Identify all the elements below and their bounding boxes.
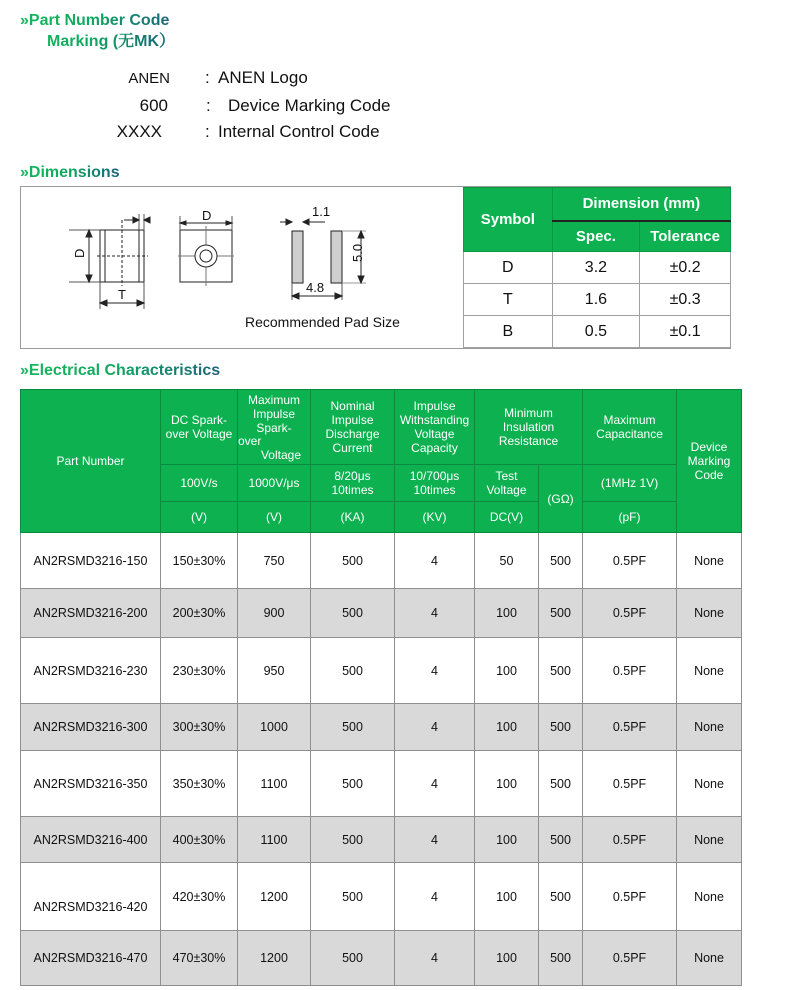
symbol-cell: D — [464, 252, 553, 284]
marking-code: ANEN — [128, 70, 170, 87]
top-view-drawing — [178, 216, 234, 286]
test-voltage-cell: 100 — [475, 931, 539, 986]
withstand-condition: 10/700μs 10times — [395, 465, 475, 502]
withstand-cell: 4 — [395, 589, 475, 638]
capacitance-header: Maximum Capacitance — [583, 390, 677, 465]
nominal-discharge-header: Nominal Impulse Discharge Current — [311, 390, 395, 465]
spec-cell: 0.5 — [552, 316, 640, 348]
dc-cell: 200±30% — [161, 589, 238, 638]
part-number-header: Part Number — [21, 390, 161, 533]
nominal-cell: 500 — [311, 638, 395, 704]
capacitance-cell: 0.5PF — [583, 863, 677, 931]
test-voltage-cell: 50 — [475, 533, 539, 589]
capacitance-cell: 0.5PF — [583, 704, 677, 751]
dc-cell: 230±30% — [161, 638, 238, 704]
table-row — [21, 751, 742, 817]
impulse-cell: 1200 — [238, 931, 311, 986]
withstand-cell: 4 — [395, 704, 475, 751]
withstand-cell: 4 — [395, 638, 475, 704]
test-voltage-cell: 100 — [475, 638, 539, 704]
impulse-unit: (V) — [238, 502, 311, 533]
dc-cell: 150±30% — [161, 533, 238, 589]
marking-cell: None — [677, 589, 742, 638]
test-voltage-cell: 100 — [475, 751, 539, 817]
nominal-cell: 500 — [311, 589, 395, 638]
nominal-condition: 8/20μs 10times — [311, 465, 395, 502]
side-view-drawing — [69, 214, 150, 309]
pad-height-label: 5.0 — [350, 243, 365, 262]
resistance-cell: 500 — [539, 589, 583, 638]
part-number-heading — [20, 10, 175, 52]
test-voltage-cell: 100 — [475, 589, 539, 638]
impulse-cell: 950 — [238, 638, 311, 704]
symbol-header: Symbol — [464, 188, 553, 252]
spec-cell: 3.2 — [552, 252, 640, 284]
resistance-cell: 500 — [539, 704, 583, 751]
dc-unit: (V) — [161, 502, 238, 533]
t-label: T — [118, 287, 126, 302]
nominal-cell: 500 — [311, 704, 395, 751]
withstand-cell: 4 — [395, 931, 475, 986]
marking-cell: None — [677, 638, 742, 704]
marking-separator: : — [205, 122, 210, 141]
impulse-cell: 1100 — [238, 751, 311, 817]
table-row — [21, 638, 742, 704]
part-cell: AN2RSMD3216-400 — [21, 817, 161, 863]
resistance-cell: 500 — [539, 863, 583, 931]
table-row — [21, 589, 742, 638]
resistance-unit: (GΩ) — [539, 465, 583, 533]
dc-cell: 350±30% — [161, 751, 238, 817]
test-voltage-unit: DC(V) — [475, 502, 539, 533]
dc-cell: 400±30% — [161, 817, 238, 863]
dimension-row — [464, 252, 731, 284]
capacitance-cell: 0.5PF — [583, 931, 677, 986]
nominal-cell: 500 — [311, 533, 395, 589]
dc-spark-header: DC Spark-over Voltage — [161, 390, 238, 465]
part-cell: AN2RSMD3216-470 — [21, 931, 161, 986]
tolerance-cell: ±0.2 — [640, 252, 731, 284]
dc-cell: 300±30% — [161, 704, 238, 751]
table-row — [21, 863, 742, 931]
nominal-cell: 500 — [311, 863, 395, 931]
capacitance-condition: (1MHz 1V) — [583, 465, 677, 502]
marking-separator: : — [206, 96, 211, 115]
tolerance-cell: ±0.1 — [640, 316, 731, 348]
part-cell: AN2RSMD3216-230 — [21, 638, 161, 704]
test-voltage-header: Test Voltage — [475, 465, 539, 502]
impulse-cell: 1100 — [238, 817, 311, 863]
part-cell: AN2RSMD3216-300 — [21, 704, 161, 751]
electrical-heading: »Electrical Characteristics — [20, 362, 228, 380]
nominal-cell: 500 — [311, 817, 395, 863]
test-voltage-cell: 100 — [475, 704, 539, 751]
marking-cell: None — [677, 817, 742, 863]
withstand-cell: 4 — [395, 533, 475, 589]
nominal-cell: 500 — [311, 751, 395, 817]
marking-separator: : — [205, 68, 210, 87]
table-row — [21, 704, 742, 751]
tolerance-header: Tolerance — [640, 221, 731, 252]
tolerance-cell: ±0.3 — [640, 284, 731, 316]
table-row — [21, 931, 742, 986]
max-impulse-line2: over — [238, 433, 262, 448]
part-number-heading-line2: Marking (无MK） — [47, 33, 176, 50]
part-cell: AN2RSMD3216-150 — [21, 533, 161, 589]
capacitance-cell: 0.5PF — [583, 638, 677, 704]
marking-cell: None — [677, 533, 742, 589]
nominal-unit: (KA) — [311, 502, 395, 533]
capacitance-cell: 0.5PF — [583, 533, 677, 589]
part-number-heading-line1: »Part Number Code — [20, 12, 170, 29]
dimension-row — [464, 284, 731, 316]
marking-cell: None — [677, 863, 742, 931]
insulation-header: Minimum Insulation Resistance — [475, 390, 583, 465]
resistance-cell: 500 — [539, 751, 583, 817]
table-row — [21, 533, 742, 589]
impulse-cell: 1000 — [238, 704, 311, 751]
d-side-label: D — [72, 248, 87, 258]
withstand-cell: 4 — [395, 751, 475, 817]
marking-code-header: Device Marking Code — [677, 390, 742, 533]
symbol-cell: T — [464, 284, 553, 316]
capacitance-cell: 0.5PF — [583, 589, 677, 638]
dimension-row — [464, 316, 731, 348]
resistance-cell: 500 — [539, 638, 583, 704]
dimension-table — [463, 187, 731, 348]
marking-cell: None — [677, 751, 742, 817]
dimension-group-header: Dimension (mm) — [552, 188, 730, 221]
pad-width-label: 4.8 — [306, 280, 325, 295]
spec-cell: 1.6 — [552, 284, 640, 316]
d-top-label: D — [202, 208, 212, 223]
marking-code: 600 — [139, 96, 168, 115]
max-impulse-header — [238, 390, 311, 465]
spec-header: Spec. — [552, 221, 640, 252]
nominal-cell: 500 — [311, 931, 395, 986]
withstanding-header: Impulse Withstanding Voltage Capacity — [395, 390, 475, 465]
max-impulse-line3: Voltage — [260, 447, 302, 462]
capacitance-unit: (pF) — [583, 502, 677, 533]
marking-description: Internal Control Code — [218, 122, 380, 141]
test-voltage-cell: 100 — [475, 863, 539, 931]
impulse-cell: 900 — [238, 589, 311, 638]
dc-cell: 420±30% — [161, 863, 238, 931]
marking-description: ANEN Logo — [218, 68, 308, 87]
impulse-condition: 1000V/μs — [238, 465, 311, 502]
withstand-cell: 4 — [395, 817, 475, 863]
impulse-cell: 750 — [238, 533, 311, 589]
withstand-cell: 4 — [395, 863, 475, 931]
withstand-unit: (KV) — [395, 502, 475, 533]
impulse-cell: 1200 — [238, 863, 311, 931]
resistance-cell: 500 — [539, 931, 583, 986]
capacitance-cell: 0.5PF — [583, 751, 677, 817]
table-row — [21, 817, 742, 863]
pad-gap-label: 1.1 — [312, 204, 331, 219]
marking-code: XXXX — [116, 122, 162, 141]
symbol-cell: B — [464, 316, 553, 348]
capacitance-cell: 0.5PF — [583, 817, 677, 863]
part-cell: AN2RSMD3216-200 — [21, 589, 161, 638]
part-cell: AN2RSMD3216-420 — [21, 863, 161, 931]
resistance-cell: 500 — [539, 533, 583, 589]
electrical-table — [20, 389, 742, 986]
marking-cell: None — [677, 704, 742, 751]
pad-size-caption: Recommended Pad Size — [245, 314, 400, 330]
marking-description: Device Marking Code — [228, 96, 391, 115]
dimensions-heading: »Dimensions — [20, 164, 123, 182]
marking-cell: None — [677, 931, 742, 986]
part-cell: AN2RSMD3216-350 — [21, 751, 161, 817]
dc-condition: 100V/s — [161, 465, 238, 502]
test-voltage-cell: 100 — [475, 817, 539, 863]
dc-cell: 470±30% — [161, 931, 238, 986]
resistance-cell: 500 — [539, 817, 583, 863]
max-impulse-line1: Maximum Impulse Spark- — [247, 392, 300, 435]
